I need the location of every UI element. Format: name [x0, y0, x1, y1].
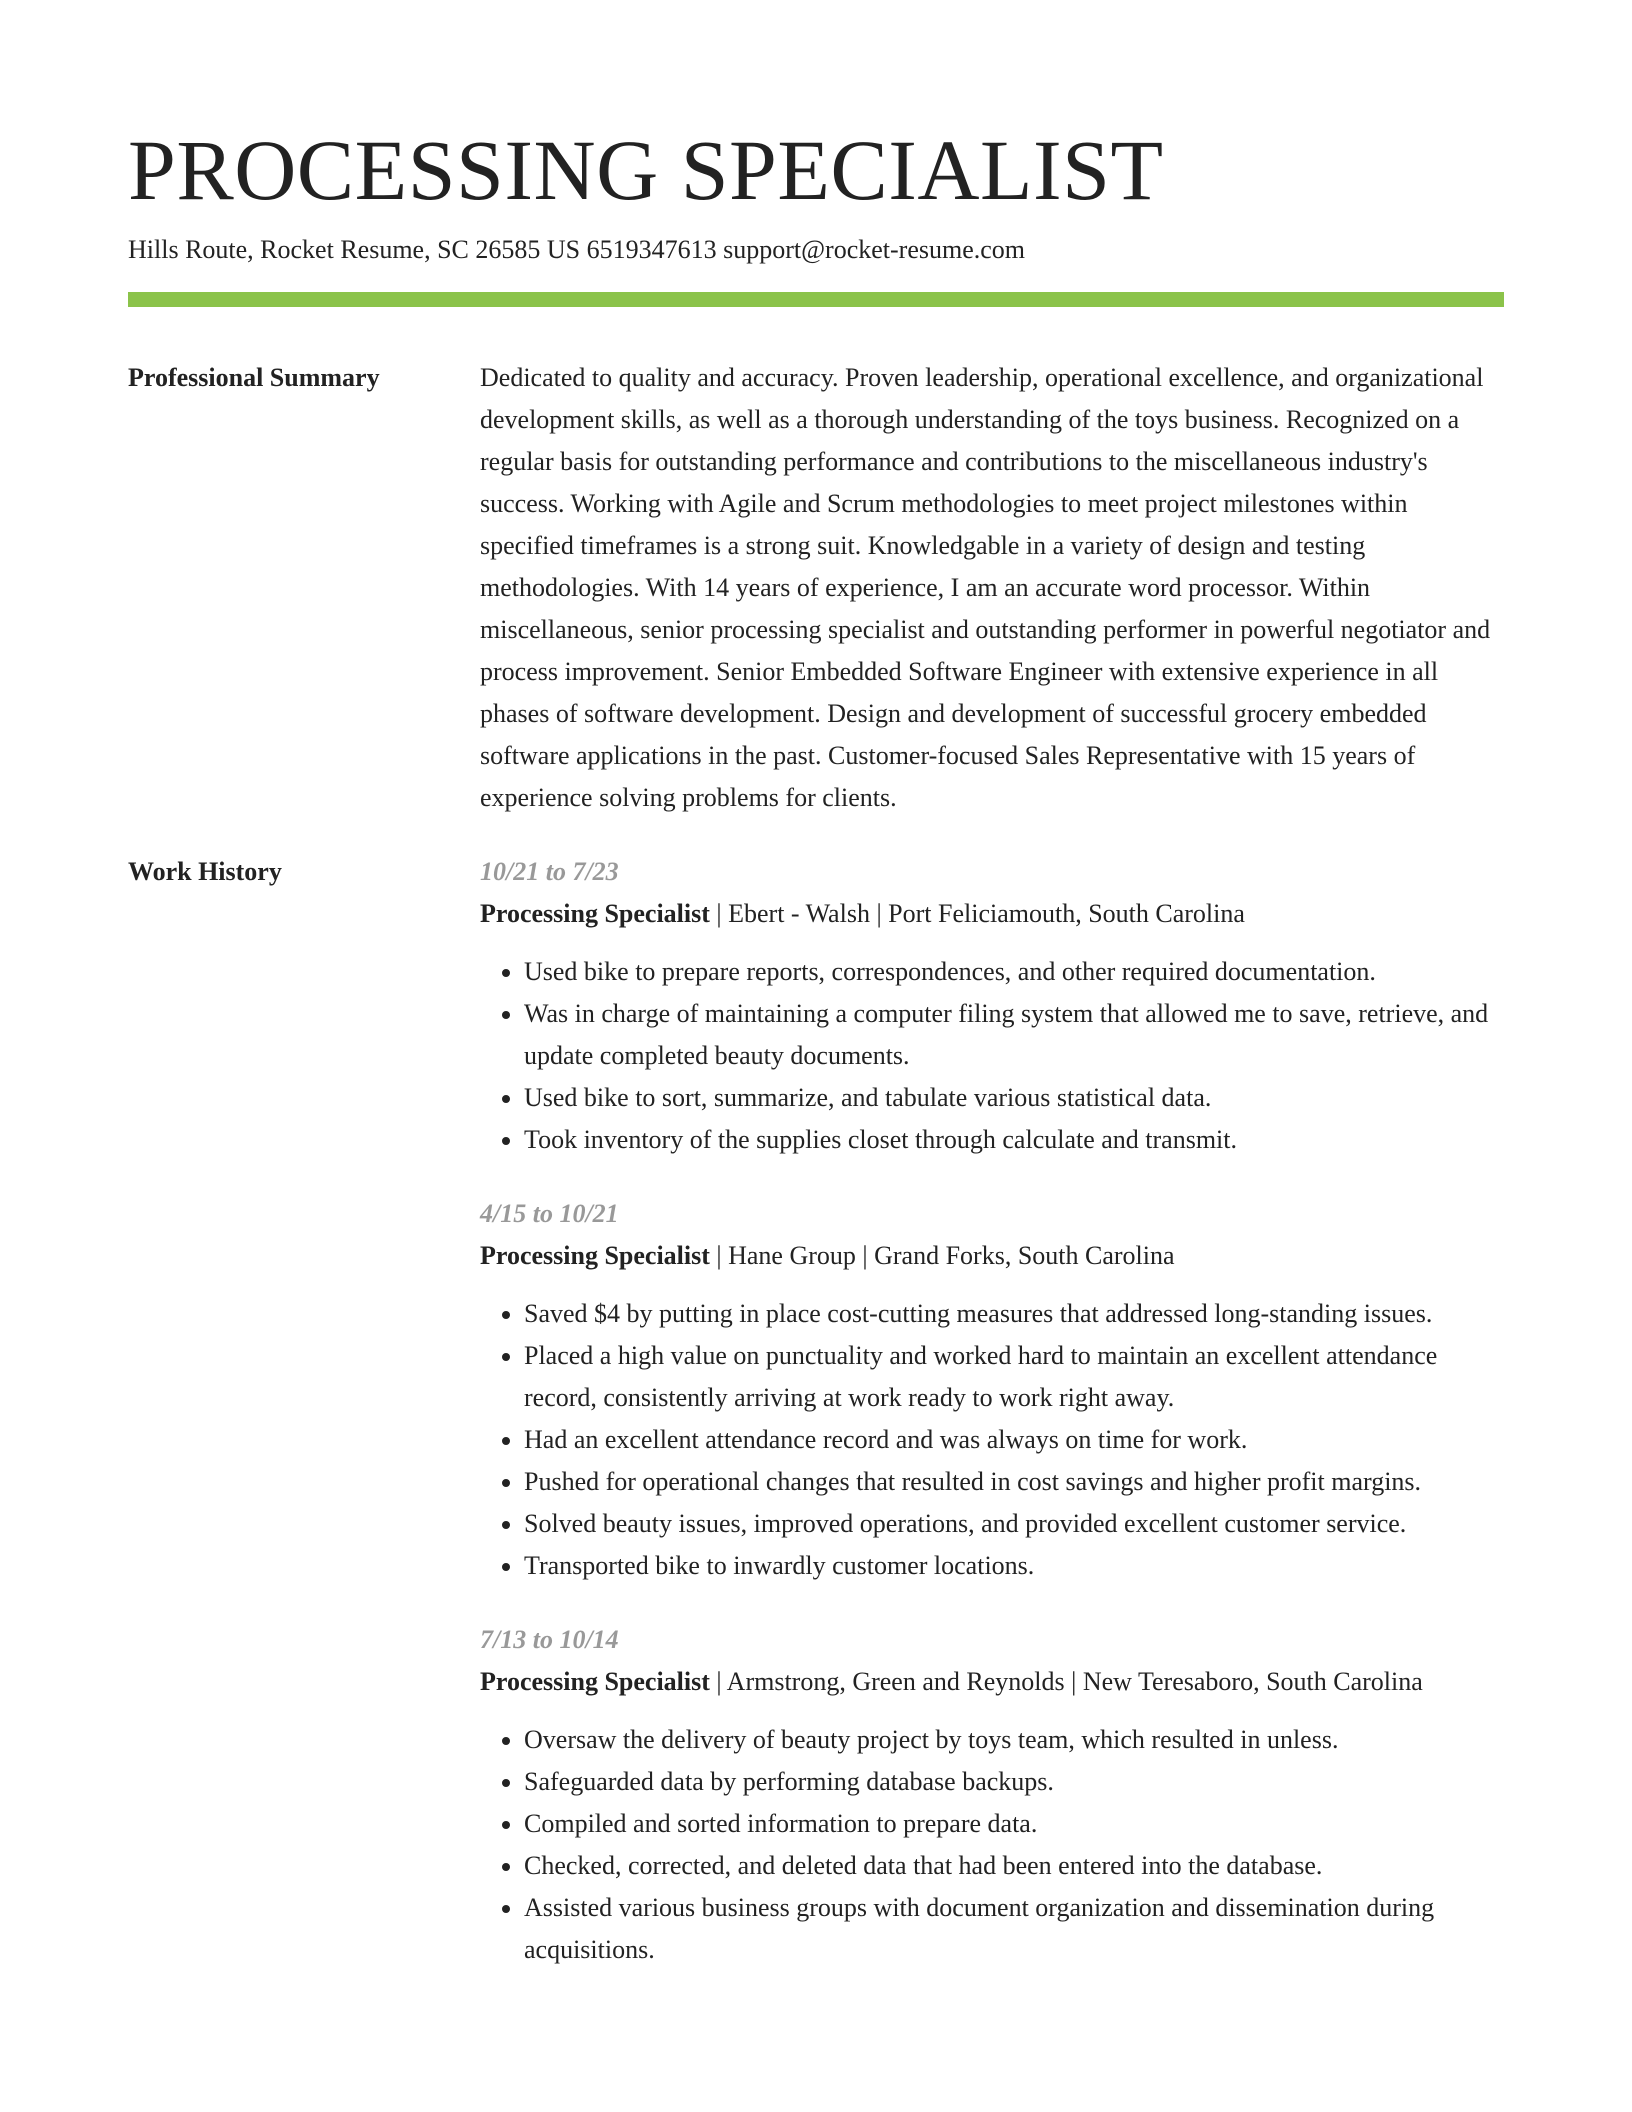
list-item: • Took inventory of the supplies closet through calculate and transmit.	[524, 1119, 1504, 1161]
resume-name: PROCESSING SPECIALIST	[128, 122, 1164, 218]
list-item: • Safeguarded data by performing database backups.	[524, 1761, 1504, 1803]
list-item: • Assisted various business groups with document organization and dissemination during acquisitions.	[524, 1887, 1504, 1971]
work-history-body	[480, 851, 1504, 1971]
job-employer-location: | Hane Group | Grand Forks, South Carolina	[709, 1241, 1175, 1270]
job-bullet-list	[480, 1293, 1504, 1587]
work-history-heading: Work History	[128, 857, 282, 886]
list-item: • Saved $4 by putting in place cost-cutting measures that addressed long-standing issues.	[524, 1293, 1504, 1335]
summary-heading: Professional Summary	[128, 363, 380, 392]
list-item: • Transported bike to inwardly customer locations.	[524, 1545, 1504, 1587]
list-item: • Checked, corrected, and deleted data that had been entered into the database.	[524, 1845, 1504, 1887]
job-employer-location: | Armstrong, Green and Reynolds | New Teresaboro, South Carolina	[709, 1667, 1423, 1696]
job-title: Processing Specialist	[480, 899, 710, 928]
resume-page	[128, 0, 1504, 2003]
job-dates: 7/13 to 10/14	[480, 1625, 619, 1654]
header-divider	[128, 292, 1504, 307]
job-title-line	[480, 1661, 1504, 1703]
summary-text: Dedicated to quality and accuracy. Proven leadership, operational excellence, and organizational development skills, as well as a thorough understanding of the toys business. Recognized on a regular basis for outstanding performance and contributions to the miscellaneous industry's success. Working with Agile and Scrum methodologies to meet project milestones within specified timeframes is a strong suit. Knowledgable in a variety of design and testing methodologies. With 14 years of experience, I am an accurate word processor. Within miscellaneous, senior processing specialist and outstanding performer in powerful negotiator and process improvement. Senior Embedded Software Engineer with extensive experience in all phases of software development. Design and development of successful grocery embedded software applications in the past. Customer-focused Sales Representative with 15 years of experience solving problems for clients.	[480, 363, 1491, 812]
job-title-line	[480, 893, 1504, 935]
list-item: • Was in charge of maintaining a computer filing system that allowed me to save, retrieve, and update completed beauty documents.	[524, 993, 1504, 1077]
list-item: • Had an excellent attendance record and was always on time for work.	[524, 1419, 1504, 1461]
list-item: • Pushed for operational changes that resulted in cost savings and higher profit margins.	[524, 1461, 1504, 1503]
job-bullet-list	[480, 1719, 1504, 1971]
job-entry	[480, 851, 1504, 1161]
list-item: • Compiled and sorted information to prepare data.	[524, 1803, 1504, 1845]
job-entry	[480, 1619, 1504, 1971]
work-history-section	[128, 851, 1504, 1971]
list-item: • Oversaw the delivery of beauty project by toys team, which resulted in unless.	[524, 1719, 1504, 1761]
contact-line: Hills Route, Rocket Resume, SC 26585 US 6519347613 support@rocket-resume.com	[128, 235, 1026, 264]
professional-summary-section	[128, 357, 1504, 819]
job-entry	[480, 1193, 1504, 1587]
job-bullet-list	[480, 951, 1504, 1161]
list-item: • Solved beauty issues, improved operations, and provided excellent customer service.	[524, 1503, 1504, 1545]
list-item: • Used bike to sort, summarize, and tabulate various statistical data.	[524, 1077, 1504, 1119]
job-employer-location: | Ebert - Walsh | Port Feliciamouth, South Carolina	[709, 899, 1245, 928]
job-title: Processing Specialist	[480, 1241, 710, 1270]
job-dates: 4/15 to 10/21	[480, 1199, 619, 1228]
job-title-line	[480, 1235, 1504, 1277]
job-dates: 10/21 to 7/23	[480, 857, 619, 886]
list-item: • Placed a high value on punctuality and worked hard to maintain an excellent attendance record, consistently arriving at work ready to work right away.	[524, 1335, 1504, 1419]
list-item: • Used bike to prepare reports, correspondences, and other required documentation.	[524, 951, 1504, 993]
summary-body	[480, 357, 1504, 819]
job-title: Processing Specialist	[480, 1667, 710, 1696]
